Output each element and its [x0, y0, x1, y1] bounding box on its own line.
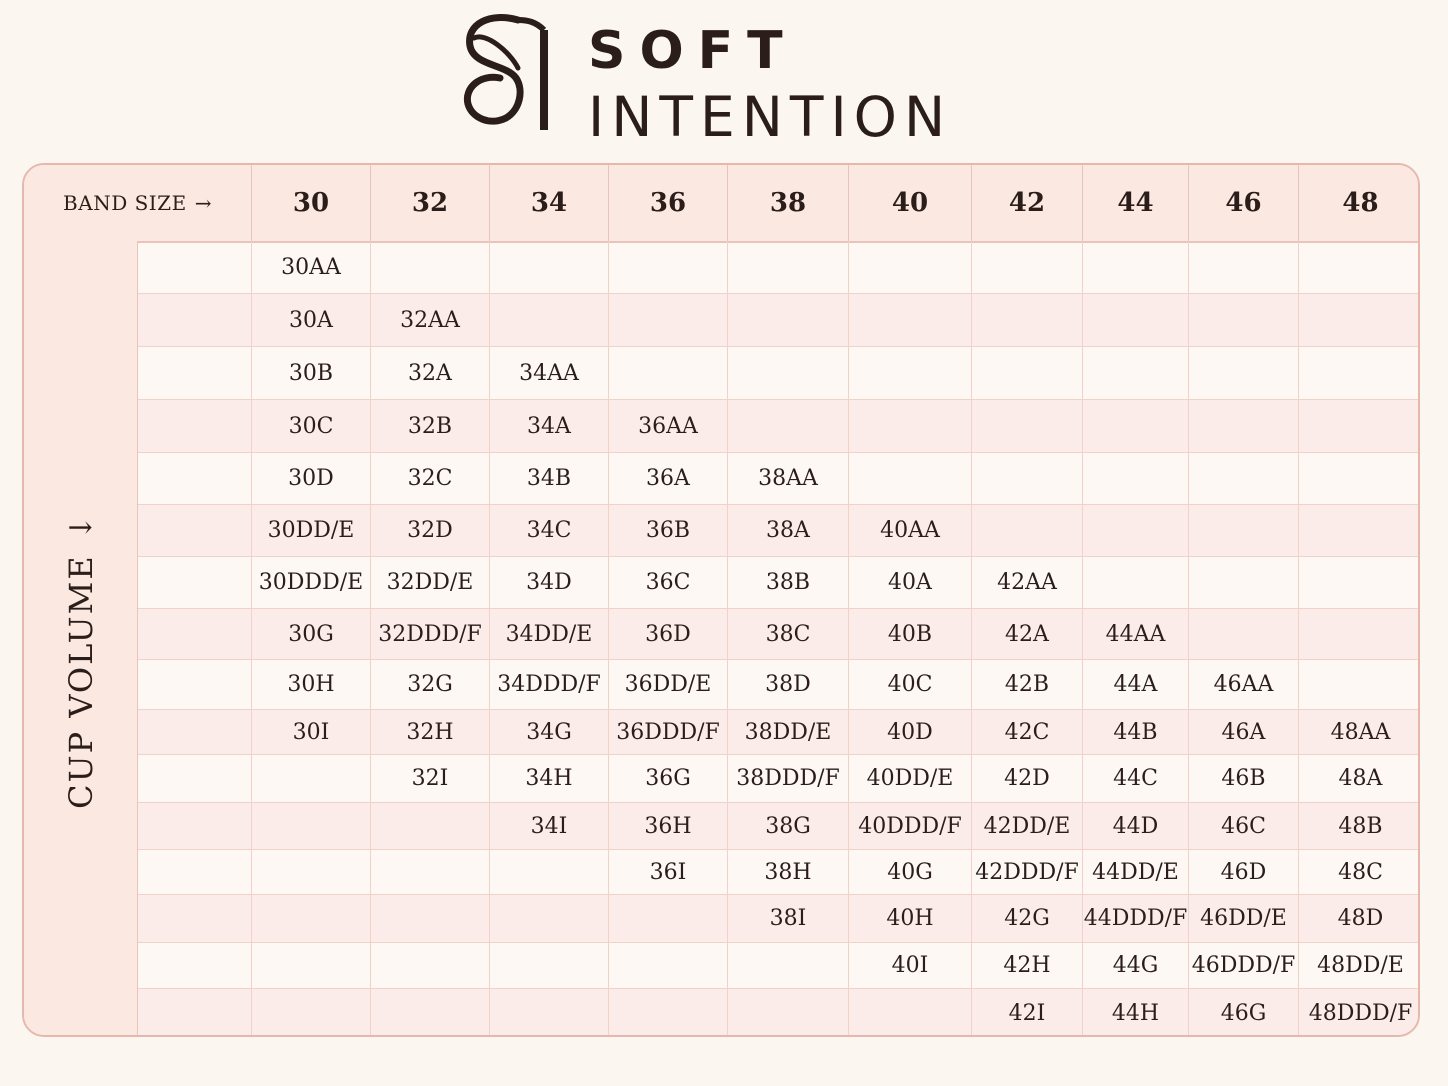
size-cell	[252, 943, 371, 988]
size-cell	[252, 850, 371, 894]
size-cell	[849, 241, 972, 293]
size-cell: 40G	[849, 850, 972, 894]
size-cell	[849, 347, 972, 399]
size-cell: 34G	[490, 710, 609, 754]
size-cell	[1189, 609, 1299, 659]
brand-name-line1: SOFT	[588, 21, 797, 81]
band-size-46: 46	[1189, 165, 1299, 241]
size-cell	[609, 943, 728, 988]
size-cell: 40H	[849, 895, 972, 942]
size-cell	[609, 895, 728, 942]
size-cell: 46A	[1189, 710, 1299, 754]
size-cell	[972, 294, 1083, 346]
size-cell: 38C	[728, 609, 849, 659]
size-cell	[728, 943, 849, 988]
spacer-cell	[138, 347, 252, 399]
size-cell	[1083, 505, 1189, 556]
size-cell: 42DD/E	[972, 803, 1083, 849]
size-cell	[849, 453, 972, 504]
size-cell	[371, 803, 490, 849]
size-cell	[972, 241, 1083, 293]
spacer-cell	[138, 755, 252, 802]
size-cell: 40A	[849, 557, 972, 608]
size-cell	[490, 895, 609, 942]
size-cell	[849, 400, 972, 452]
band-size-48: 48	[1342, 188, 1379, 218]
size-cell	[1083, 241, 1189, 293]
band-size-32: 32	[371, 165, 490, 241]
size-cell	[252, 895, 371, 942]
band-size-30: 30	[252, 165, 371, 241]
size-cell: 44C	[1083, 755, 1189, 802]
size-cell: 46D	[1189, 850, 1299, 894]
size-cell: 44B	[1083, 710, 1189, 754]
size-cell: 30AA	[252, 241, 371, 293]
spacer-cell	[138, 710, 252, 754]
size-cell: 36G	[609, 755, 728, 802]
table-row	[138, 850, 1418, 895]
spacer-cell	[138, 241, 252, 293]
size-cell: 40AA	[849, 505, 972, 556]
size-cell: 32B	[371, 400, 490, 452]
size-cell	[1189, 453, 1299, 504]
spacer-cell	[138, 294, 252, 346]
size-cell: 38DDD/F	[728, 755, 849, 802]
size-cell	[609, 294, 728, 346]
band-size-44: 44	[1083, 165, 1189, 241]
size-cell: 40DDD/F	[849, 803, 972, 849]
size-cell: 38G	[728, 803, 849, 849]
size-cell: 36A	[609, 453, 728, 504]
size-cell: 32D	[371, 505, 490, 556]
table-row	[138, 400, 1418, 453]
size-cell	[972, 453, 1083, 504]
size-cell: 30D	[252, 453, 371, 504]
size-cell: 32C	[371, 453, 490, 504]
size-cell	[1189, 241, 1299, 293]
size-cell: 36AA	[609, 400, 728, 452]
spacer-cell	[138, 850, 252, 894]
size-cell	[1083, 294, 1189, 346]
size-cell: 44G	[1083, 943, 1189, 988]
size-cell: 46DD/E	[1189, 895, 1299, 942]
table-row	[138, 755, 1418, 803]
size-cell	[728, 241, 849, 293]
spacer-cell	[138, 400, 252, 452]
size-cell	[371, 943, 490, 988]
size-cell: 48A	[1338, 766, 1383, 791]
band-size-40: 40	[849, 165, 972, 241]
size-cell	[371, 241, 490, 293]
size-cell: 46AA	[1189, 660, 1299, 709]
size-cell: 42AA	[972, 557, 1083, 608]
size-cell: 36DD/E	[609, 660, 728, 709]
size-cell: 36C	[609, 557, 728, 608]
size-cell	[1299, 557, 1420, 608]
brand-name-line2: INTENTION	[588, 85, 953, 149]
size-cell: 44DD/E	[1083, 850, 1189, 894]
table-row	[138, 453, 1418, 505]
size-cell	[728, 347, 849, 399]
size-cell: 42I	[972, 989, 1083, 1037]
size-cell: 30DD/E	[252, 505, 371, 556]
size-cell	[252, 989, 371, 1037]
size-cell: 38D	[728, 660, 849, 709]
size-cell: 48D	[1337, 906, 1384, 931]
size-cell	[371, 850, 490, 894]
size-cell: 30G	[252, 609, 371, 659]
size-cell: 34I	[490, 803, 609, 849]
table-row	[138, 347, 1418, 400]
size-cell	[1299, 400, 1420, 452]
size-cell: 34D	[490, 557, 609, 608]
size-cell	[252, 803, 371, 849]
size-cell	[1083, 400, 1189, 452]
size-cell: 44H	[1083, 989, 1189, 1037]
size-cell: 42H	[972, 943, 1083, 988]
table-row	[138, 294, 1418, 347]
size-cell	[1189, 294, 1299, 346]
size-cell: 40DD/E	[849, 755, 972, 802]
band-size-36: 36	[609, 165, 728, 241]
band-size-label	[24, 165, 252, 241]
size-cell: 34H	[490, 755, 609, 802]
arrow-down-icon: ↓	[63, 513, 99, 541]
size-cell: 48AA	[1330, 719, 1391, 745]
size-cell: 48DD/E	[1317, 953, 1404, 978]
table-row	[138, 557, 1418, 609]
size-cell: 44AA	[1083, 609, 1189, 659]
size-cell	[1299, 609, 1420, 659]
spacer-cell	[138, 989, 252, 1037]
bra-size-chart	[22, 163, 1420, 1037]
size-cell: 30H	[252, 660, 371, 709]
size-cell	[1299, 660, 1420, 709]
size-cell: 48C	[1338, 859, 1383, 885]
size-cell	[490, 850, 609, 894]
size-cell	[849, 294, 972, 346]
size-cell: 46DDD/F	[1189, 943, 1299, 988]
band-size-header-row	[24, 165, 1418, 243]
size-cell: 38A	[728, 505, 849, 556]
size-cell	[972, 347, 1083, 399]
size-cell	[490, 294, 609, 346]
size-cell: 40B	[849, 609, 972, 659]
size-cell: 30A	[252, 294, 371, 346]
cup-volume-column	[24, 241, 138, 1037]
cup-volume-label-text: CUP VOLUME	[62, 554, 100, 809]
band-size-34: 34	[490, 165, 609, 241]
spacer-cell	[138, 557, 252, 608]
spacer-cell	[138, 505, 252, 556]
table-row	[138, 895, 1418, 943]
size-cell: 46C	[1189, 803, 1299, 849]
size-cell: 30I	[252, 710, 371, 754]
size-cell: 36DDD/F	[609, 710, 728, 754]
size-cell	[1189, 505, 1299, 556]
size-cell	[1189, 557, 1299, 608]
size-cell: 44A	[1083, 660, 1189, 709]
spacer-cell	[138, 895, 252, 942]
brand-logo	[460, 10, 960, 149]
spacer-cell	[138, 803, 252, 849]
band-size-42: 42	[972, 165, 1083, 241]
table-row	[138, 710, 1418, 755]
size-cell: 34A	[490, 400, 609, 452]
size-cell: 36D	[609, 609, 728, 659]
size-cell	[371, 895, 490, 942]
size-cell	[1299, 241, 1420, 293]
size-cell	[490, 241, 609, 293]
size-cell: 38B	[728, 557, 849, 608]
size-cell: 48DDD/F	[1308, 1001, 1413, 1026]
size-cell: 30C	[252, 400, 371, 452]
size-cell	[972, 505, 1083, 556]
table-row	[138, 660, 1418, 710]
size-cell: 34DD/E	[490, 609, 609, 659]
size-cell: 42G	[972, 895, 1083, 942]
spacer-cell	[138, 609, 252, 659]
size-cell: 38AA	[728, 453, 849, 504]
size-cell	[1083, 347, 1189, 399]
size-cell: 32DDD/F	[371, 609, 490, 659]
size-cell: 44DDD/F	[1083, 895, 1189, 942]
size-cell	[849, 989, 972, 1037]
size-cell	[609, 989, 728, 1037]
size-cell: 32DD/E	[371, 557, 490, 608]
table-row	[138, 989, 1418, 1037]
size-cell	[609, 241, 728, 293]
spacer-cell	[138, 453, 252, 504]
soft-intention-monogram-icon	[460, 12, 556, 134]
size-cell: 32A	[371, 347, 490, 399]
size-cell	[1299, 505, 1420, 556]
table-row	[138, 803, 1418, 850]
size-cell: 30B	[252, 347, 371, 399]
size-cell: 42DDD/F	[972, 850, 1083, 894]
size-cell: 48B	[1338, 813, 1383, 839]
size-cell	[728, 989, 849, 1037]
size-cell	[728, 294, 849, 346]
table-row	[138, 505, 1418, 557]
size-cell: 34B	[490, 453, 609, 504]
table-row	[138, 943, 1418, 989]
table-row	[138, 609, 1418, 660]
size-cell	[1189, 400, 1299, 452]
size-cell	[609, 347, 728, 399]
arrow-right-icon: →	[194, 191, 212, 215]
size-cell	[1299, 453, 1420, 504]
size-cell	[972, 400, 1083, 452]
size-cell: 30DDD/E	[252, 557, 371, 608]
size-cell	[1299, 347, 1420, 399]
size-cell	[1083, 453, 1189, 504]
size-cell	[1299, 294, 1420, 346]
size-cell	[371, 989, 490, 1037]
size-cell: 40C	[849, 660, 972, 709]
size-cell	[252, 755, 371, 802]
size-cell: 46G	[1189, 989, 1299, 1037]
size-cell: 38H	[728, 850, 849, 894]
size-cell: 32G	[371, 660, 490, 709]
spacer-cell	[138, 943, 252, 988]
spacer-cell	[138, 660, 252, 709]
size-cell: 32I	[371, 755, 490, 802]
size-cell: 40D	[849, 710, 972, 754]
size-cell: 42C	[972, 710, 1083, 754]
size-cell: 36I	[609, 850, 728, 894]
size-cell: 34DDD/F	[490, 660, 609, 709]
table-row	[138, 241, 1418, 294]
size-cell: 32AA	[371, 294, 490, 346]
size-cell	[1189, 347, 1299, 399]
size-cell: 38DD/E	[728, 710, 849, 754]
size-cell: 46B	[1189, 755, 1299, 802]
band-size-label-text: BAND SIZE	[63, 191, 187, 215]
size-cell: 44D	[1083, 803, 1189, 849]
size-cell: 42B	[972, 660, 1083, 709]
size-cell: 34C	[490, 505, 609, 556]
size-cell: 42A	[972, 609, 1083, 659]
size-cell	[1083, 557, 1189, 608]
size-cell: 32H	[371, 710, 490, 754]
size-cell: 34AA	[490, 347, 609, 399]
size-cell: 36H	[609, 803, 728, 849]
band-size-38: 38	[728, 165, 849, 241]
size-cell	[490, 989, 609, 1037]
size-cell: 40I	[849, 943, 972, 988]
size-cell: 42D	[972, 755, 1083, 802]
size-cell	[490, 943, 609, 988]
size-cell: 36B	[609, 505, 728, 556]
size-cell: 38I	[728, 895, 849, 942]
size-cell	[728, 400, 849, 452]
cup-volume-label	[62, 513, 100, 809]
